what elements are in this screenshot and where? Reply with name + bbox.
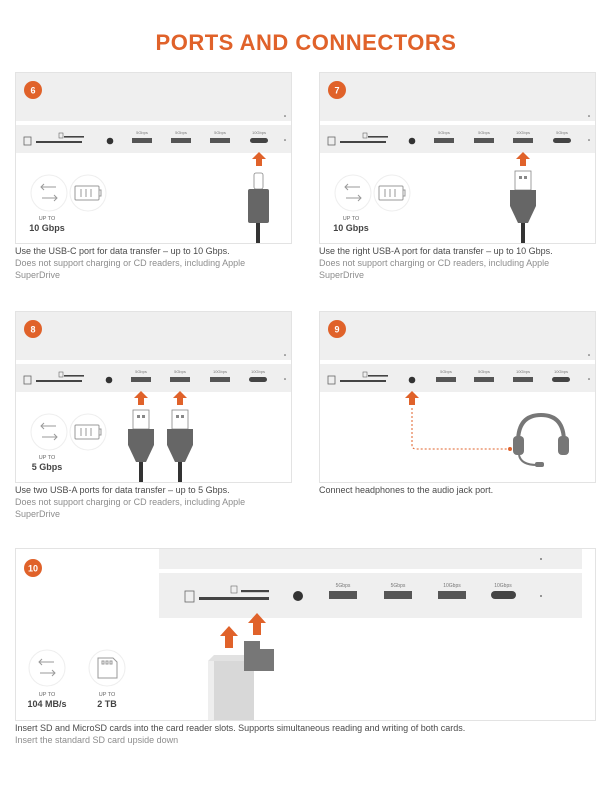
step-number: 7 (334, 85, 340, 96)
usb-a-port (513, 138, 533, 143)
step-number: 9 (334, 324, 340, 335)
caption-note: SuperDrive (15, 509, 61, 519)
arrows-icon (31, 175, 67, 211)
connection-line (412, 408, 510, 449)
port-label: 10Gbps (212, 369, 228, 374)
usb-a-port (434, 138, 454, 143)
speed-value: 10 Gbps (29, 223, 65, 233)
port-label: 10Gbps (250, 369, 266, 374)
usb-a-connector-icon (167, 410, 193, 482)
caption-note: Does not support charging or CD readers, including Apple (319, 258, 550, 268)
battery-icon (374, 175, 410, 211)
port-label: 10Gbps (553, 369, 569, 374)
usb-a-port (210, 138, 230, 143)
usb-a-port (171, 138, 191, 143)
usb-a-port (436, 377, 456, 382)
audio-jack (409, 138, 416, 145)
usb-c-port (553, 138, 571, 143)
step-number: 10 (27, 563, 39, 574)
panel-card-reader (15, 548, 596, 721)
speed-label: UP TO (38, 692, 56, 698)
usb-a-port (438, 591, 466, 599)
usb-a-connector-icon (510, 171, 536, 243)
speed-label: UP TO (38, 455, 56, 461)
speed-value: 10 Gbps (333, 223, 369, 233)
panel-9-diagram (320, 312, 595, 482)
battery-icon (70, 414, 106, 450)
speed-label: UP TO (98, 692, 116, 698)
port-label: 5Gbps (438, 130, 450, 135)
speed-value: 5 Gbps (31, 462, 63, 472)
audio-jack (107, 138, 114, 145)
usb-c-connector-icon (248, 173, 269, 243)
port-label: 5Gbps (440, 369, 452, 374)
caption: Connect headphones to the audio jack port. (319, 485, 494, 495)
sd-card-small-icon (89, 650, 125, 686)
usb-a-port (329, 591, 357, 599)
port-label: 5Gbps (556, 130, 568, 135)
usb-a-port (210, 377, 230, 382)
port-label: 5Gbps (390, 583, 406, 589)
caption-note: SuperDrive (319, 270, 365, 280)
speed-label: UP TO (342, 216, 360, 222)
port-label: 5Gbps (335, 583, 351, 589)
audio-jack (409, 377, 416, 384)
arrow-up-icon (134, 391, 187, 405)
port-label: 5Gbps (478, 369, 490, 374)
arrows-icon (335, 175, 371, 211)
caption: Use two USB-A ports for data transfer – up to 5 Gbps. (15, 485, 230, 495)
port-label: 5Gbps (136, 130, 148, 135)
usb-a-port (132, 138, 152, 143)
usb-a-port (474, 377, 494, 382)
arrow-up-icon (252, 152, 266, 166)
usb-a-connector-icon (128, 410, 154, 482)
speed-value: 2 TB (97, 699, 117, 709)
usb-a-port (170, 377, 190, 382)
arrow-up-icon (516, 152, 530, 166)
port-label: 10Gbps (443, 583, 461, 589)
speed-label: UP TO (38, 216, 56, 222)
panel-usb-a-two (15, 311, 292, 483)
port-label: 5Gbps (174, 369, 186, 374)
arrows-icon (29, 650, 65, 686)
port-label: 5Gbps (214, 130, 226, 135)
port-label: 5Gbps (135, 369, 147, 374)
step-number: 6 (30, 85, 36, 96)
port-label: 5Gbps (175, 130, 187, 135)
panel-usb-c (15, 72, 292, 244)
arrow-up-icon (405, 391, 419, 405)
port-label: 5Gbps (478, 130, 490, 135)
audio-jack (293, 591, 303, 601)
audio-jack (106, 377, 113, 384)
caption: Use the USB-C port for data transfer – up to 10 Gbps. (15, 246, 230, 256)
usb-c-port (249, 377, 267, 382)
arrows-icon (31, 414, 67, 450)
step-number: 8 (30, 324, 36, 335)
panel-usb-a-right (319, 72, 596, 244)
panel-audio-jack (319, 311, 596, 483)
speed-value: 104 MB/s (27, 699, 67, 709)
headphones-icon (513, 415, 569, 467)
port-label: 10Gbps (494, 583, 512, 589)
page-title: PORTS AND CONNECTORS (155, 30, 457, 55)
caption: Use the right USB-A port for data transfer – up to 10 Gbps. (319, 246, 553, 256)
usb-c-port (491, 591, 516, 599)
caption-note: Insert the standard SD card upside down (15, 735, 179, 745)
battery-icon (70, 175, 106, 211)
port-label: 10Gbps (515, 369, 531, 374)
caption-note: SuperDrive (15, 270, 61, 280)
usb-a-port (474, 138, 494, 143)
usb-a-port (131, 377, 151, 382)
usb-c-port (552, 377, 570, 382)
usb-c-port (250, 138, 268, 143)
usb-a-port (513, 377, 533, 382)
port-label: 10Gbps (251, 130, 267, 135)
microsd-card-icon (244, 641, 274, 671)
caption-note: Does not support charging or CD readers, including Apple (15, 497, 246, 507)
port-label: 10Gbps (515, 130, 531, 135)
caption: Insert SD and MicroSD cards into the card reader slots. Supports simultaneous reading and writing of both cards. (15, 723, 466, 733)
caption-note: Does not support charging or CD readers, including Apple (15, 258, 246, 268)
usb-a-port (384, 591, 412, 599)
